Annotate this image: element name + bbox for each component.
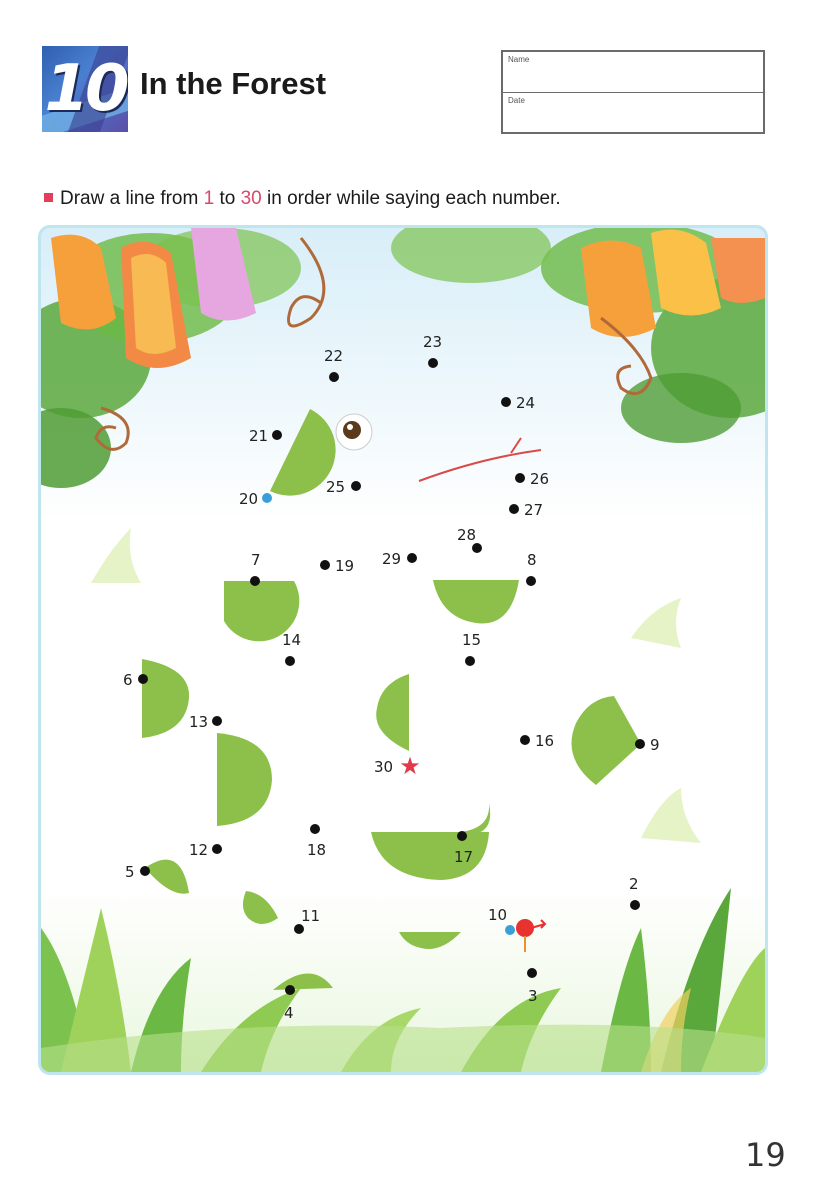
dot-to-dot-puzzle[interactable] (38, 225, 768, 1075)
lesson-number: 10 (44, 52, 126, 126)
dot-2[interactable] (629, 875, 640, 910)
dot-label: 30 (374, 758, 394, 776)
dot-18[interactable] (307, 824, 326, 859)
dot-marker[interactable] (140, 866, 150, 876)
dot-marker[interactable] (212, 716, 222, 726)
date-label: Date (508, 96, 525, 105)
dot-label: 18 (307, 841, 327, 859)
dot-marker[interactable] (407, 553, 417, 563)
dot-25[interactable] (326, 478, 361, 496)
dot-marker[interactable] (272, 430, 282, 440)
dot-label: 14 (282, 631, 302, 649)
dot-15[interactable] (462, 631, 481, 666)
bullet-icon (44, 193, 53, 202)
arrow-icon (531, 920, 545, 928)
dot-marker[interactable] (509, 504, 519, 514)
dot-1[interactable] (516, 919, 545, 952)
dot-marker[interactable] (630, 900, 640, 910)
dot-29[interactable] (382, 550, 417, 568)
dot-label: 7 (251, 551, 261, 569)
dot-marker[interactable] (262, 493, 272, 503)
dot-marker[interactable] (515, 473, 525, 483)
dot-13[interactable] (189, 713, 222, 731)
dot-label: 29 (382, 550, 402, 568)
dot-marker[interactable] (351, 481, 361, 491)
instruction-text-after: in order while saying each number. (267, 188, 561, 209)
dot-marker[interactable] (520, 735, 530, 745)
dot-marker[interactable] (138, 674, 148, 684)
dot-8[interactable] (526, 551, 537, 586)
dot-9[interactable] (635, 736, 660, 754)
dot-label: 21 (249, 427, 269, 445)
dot-label: 6 (123, 671, 133, 689)
dot-label: 4 (284, 1004, 294, 1022)
dot-10[interactable] (488, 906, 515, 935)
dot-22[interactable] (324, 347, 343, 382)
dot-marker[interactable] (285, 985, 295, 995)
dot-label: 27 (524, 501, 544, 519)
dot-label: 11 (301, 907, 321, 925)
dot-marker[interactable] (320, 560, 330, 570)
dot-label: 15 (462, 631, 482, 649)
dot-marker[interactable] (294, 924, 304, 934)
forest-scene (41, 228, 765, 1072)
dots-layer (123, 333, 660, 1022)
dot-marker[interactable] (505, 925, 515, 935)
dot-label: 10 (488, 906, 508, 924)
instruction-text-middle: to (219, 188, 236, 209)
dot-19[interactable] (320, 557, 354, 575)
instruction-start-number: 1 (203, 188, 215, 209)
dot-12[interactable] (189, 841, 222, 859)
dot-marker[interactable] (635, 739, 645, 749)
dot-label: 8 (527, 551, 537, 569)
dot-30[interactable] (374, 753, 421, 780)
name-field[interactable] (503, 52, 763, 93)
grass-icon (41, 888, 765, 1072)
dot-marker[interactable] (310, 824, 320, 834)
dot-label: 12 (189, 841, 209, 859)
dot-marker[interactable] (527, 968, 537, 978)
dot-label: 20 (239, 490, 259, 508)
dot-marker[interactable] (501, 397, 511, 407)
dot-3[interactable] (527, 968, 538, 1005)
dot-marker[interactable] (428, 358, 438, 368)
dot-23[interactable] (423, 333, 442, 368)
page-number: 19 (745, 1136, 786, 1174)
dot-7[interactable] (250, 551, 261, 586)
dot-marker[interactable] (212, 844, 222, 854)
dot-label: 26 (530, 470, 550, 488)
dot-27[interactable] (509, 501, 543, 519)
dot-label: 3 (528, 987, 538, 1005)
dot-marker[interactable] (250, 576, 260, 586)
end-star-icon[interactable]: ★ (399, 753, 421, 780)
dot-label: 25 (326, 478, 346, 496)
eye-icon (336, 414, 372, 450)
puzzle-shapes (142, 409, 641, 990)
dot-label: 2 (629, 875, 639, 893)
instruction (44, 188, 561, 210)
dot-16[interactable] (520, 732, 554, 750)
dot-label: 24 (516, 394, 536, 412)
instruction-end-number: 30 (240, 188, 262, 209)
dot-label: 23 (423, 333, 443, 351)
dot-21[interactable] (249, 427, 282, 445)
dot-marker[interactable] (285, 656, 295, 666)
dot-marker[interactable] (329, 372, 339, 382)
lesson-number-badge (42, 46, 128, 132)
dot-label: 16 (535, 732, 555, 750)
dot-label: 9 (650, 736, 660, 754)
dot-marker[interactable] (472, 543, 482, 553)
dot-label: 17 (454, 848, 474, 866)
name-label: Name (508, 55, 530, 64)
dot-marker[interactable] (465, 656, 475, 666)
dot-label: 28 (457, 526, 477, 544)
dot-label: 13 (189, 713, 209, 731)
dot-label: 19 (335, 557, 355, 575)
dot-24[interactable] (501, 394, 535, 412)
dot-26[interactable] (515, 470, 549, 488)
instruction-text-before: Draw a line from (60, 188, 199, 209)
dot-4[interactable] (284, 985, 295, 1022)
dot-28[interactable] (457, 526, 482, 553)
dot-5[interactable] (125, 863, 150, 881)
dot-label: 22 (324, 347, 344, 365)
dot-20[interactable] (239, 490, 272, 508)
date-field[interactable] (503, 93, 763, 134)
dot-14[interactable] (282, 631, 301, 666)
dot-11[interactable] (294, 907, 320, 934)
dot-marker[interactable] (457, 831, 467, 841)
dot-label: 5 (125, 863, 135, 881)
page-title: In the Forest (140, 66, 327, 101)
name-date-box (501, 50, 765, 134)
dot-marker[interactable] (526, 576, 536, 586)
